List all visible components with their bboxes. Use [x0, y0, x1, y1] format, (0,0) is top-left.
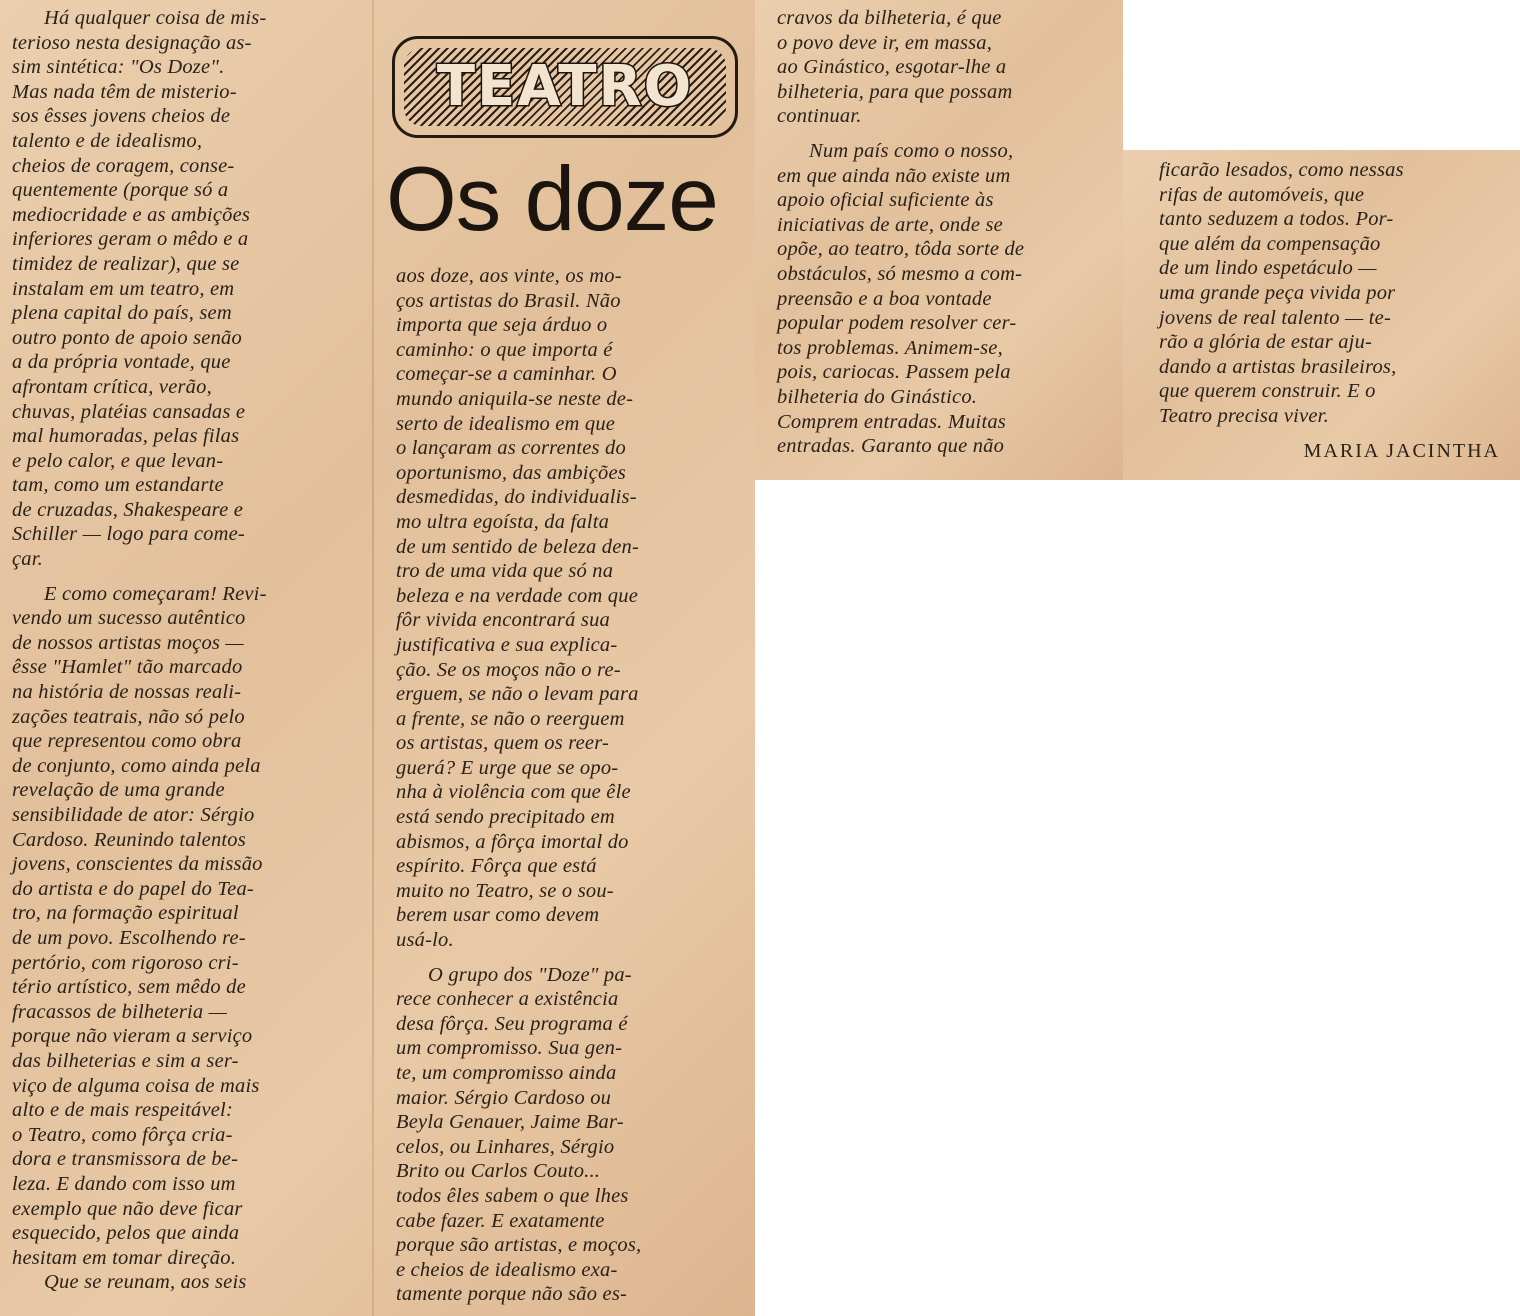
text-line: mal humoradas, pelas filas	[12, 425, 240, 448]
text-line: um compromisso. Sua gen-	[396, 1037, 623, 1060]
text-line: terioso nesta designação as-	[12, 31, 252, 54]
text-line: leza. E dando com isso um	[12, 1172, 236, 1195]
text-line: Teatro precisa viver.	[1159, 404, 1329, 427]
text-line: oportunismo, das ambições	[396, 461, 626, 484]
text-line: E como começaram! Revi-	[44, 582, 267, 605]
text-line: erguem, se não o levam para	[396, 683, 639, 706]
text-line: cheios de coragem, conse-	[12, 154, 235, 177]
section-badge	[392, 36, 738, 138]
text-line: O grupo dos "Doze" pa-	[428, 963, 632, 986]
text-line: que além da compensação	[1159, 232, 1381, 255]
text-line: serto de idealismo em que	[396, 412, 616, 435]
text-line: porque são artistas, e moços,	[396, 1234, 642, 1257]
text-line: uma grande peça vivida por	[1159, 281, 1396, 304]
text-line: fracassos de bilheteria —	[12, 1000, 228, 1023]
text-line: pertório, com rigoroso cri-	[12, 951, 239, 974]
text-line: bilheteria do Ginástico.	[777, 385, 978, 408]
text-line: alto e de mais respeitável:	[12, 1099, 233, 1122]
text-line: abismos, a fôrça imortal do	[396, 830, 629, 853]
text-line: na história de nossas reali-	[12, 681, 242, 704]
text-line: inferiores geram o mêdo e a	[12, 228, 249, 251]
text-line: ços artistas do Brasil. Não	[396, 289, 621, 312]
text-line: de um lindo espetáculo —	[1159, 257, 1377, 280]
text-line: sos êsses jovens cheios de	[12, 105, 231, 128]
text-line: afrontam crítica, verão,	[12, 375, 212, 398]
text-line: jovens, conscientes da missão	[12, 853, 263, 876]
text-line: exemplo que não deve ficar	[12, 1197, 243, 1220]
text-line: talento e de idealismo,	[12, 129, 203, 152]
text-line: em que ainda não existe um	[777, 164, 1011, 187]
article-column-1	[12, 6, 357, 1295]
text-line: Mas nada têm de misterio-	[12, 80, 237, 103]
text-line: Beyla Genauer, Jaime Bar-	[396, 1111, 624, 1134]
text-line: maior. Sérgio Cardoso ou	[396, 1086, 612, 1109]
text-line: o Teatro, como fôrça cria-	[12, 1123, 233, 1146]
article-column-4	[1159, 158, 1503, 429]
text-line: quentemente (porque só a	[12, 179, 229, 202]
text-line: apoio oficial suficiente às	[777, 189, 994, 212]
clipping-main	[0, 0, 755, 1316]
text-line: tério artístico, sem mêdo de	[12, 976, 246, 999]
text-line: celos, ou Linhares, Sérgio	[396, 1135, 615, 1158]
text-line: bilheteria, para que possam	[777, 80, 1013, 103]
clipping-far-right	[1123, 150, 1520, 480]
text-line: pois, cariocas. Passem pela	[777, 361, 1011, 384]
text-line: esquecido, pelos que ainda	[12, 1222, 240, 1245]
text-line: iniciativas de arte, onde se	[777, 213, 1003, 236]
text-line: e cheios de idealismo exa-	[396, 1258, 618, 1281]
text-line: sim sintética: "Os Doze".	[12, 56, 225, 79]
text-line: êsse "Hamlet" tão marcado	[12, 656, 243, 679]
text-line: dando a artistas brasileiros,	[1159, 355, 1397, 378]
text-line: beleza e na verdade com que	[396, 584, 639, 607]
column-fold	[372, 0, 374, 1316]
text-line: popular podem resolver cer-	[777, 312, 1017, 335]
text-line: chuvas, platéias cansadas e	[12, 400, 246, 423]
text-line: tro de uma vida que só na	[396, 560, 614, 583]
text-line: de conjunto, como ainda pela	[12, 754, 261, 777]
text-line: mundo aniquila-se neste de-	[396, 387, 634, 410]
text-line: tam, como um estandarte	[12, 474, 224, 497]
text-line: entradas. Garanto que não	[777, 435, 1005, 458]
text-line: o povo deve ir, em massa,	[777, 31, 993, 54]
text-line: ao Ginástico, esgotar-lhe a	[777, 56, 1007, 79]
text-line: desa fôrça. Seu programa é	[396, 1012, 628, 1035]
text-line: de cruzadas, Shakespeare e	[12, 498, 244, 521]
text-line: mediocridade e as ambições	[12, 203, 251, 226]
text-line: dora e transmissora de be-	[12, 1148, 239, 1171]
text-line: Cardoso. Reunindo talentos	[12, 828, 246, 851]
text-line: rece conhecer a existência	[396, 988, 619, 1011]
text-line: ficarão lesados, como nessas	[1159, 159, 1404, 181]
text-line: Que se reunam, aos seis	[44, 1271, 247, 1294]
text-line: e pelo calor, e que levan-	[12, 449, 224, 472]
text-line: Comprem entradas. Muitas	[777, 410, 1006, 433]
text-line: todos êles sabem o que lhes	[396, 1184, 629, 1207]
clipping-upper-right	[755, 0, 1123, 480]
headline: Os doze	[386, 149, 718, 250]
text-line: está sendo precipitado em	[396, 806, 615, 829]
text-line: berem usar como devem	[396, 904, 600, 927]
text-line: de nossos artistas moços —	[12, 631, 244, 654]
text-line: Brito ou Carlos Couto...	[396, 1160, 601, 1183]
text-line: desmedidas, do individualis-	[396, 486, 637, 509]
text-line: hesitam em tomar direção.	[12, 1246, 237, 1269]
text-line: continuar.	[777, 105, 862, 128]
text-line: muito no Teatro, se o sou-	[396, 879, 614, 902]
text-line: a da própria vontade, que	[12, 351, 231, 374]
text-line: cabe fazer. E exatamente	[396, 1209, 605, 1232]
text-line: timidez de realizar), que se	[12, 252, 240, 275]
text-line: que representou como obra	[12, 730, 242, 753]
text-line: a frente, se não o reerguem	[396, 707, 625, 730]
text-line: ção. Se os moços não o re-	[396, 658, 621, 681]
article-column-3	[777, 6, 1117, 459]
text-line: cravos da bilheteria, é que	[777, 7, 1002, 29]
text-line: zações teatrais, não só pelo	[12, 705, 245, 728]
text-line: rão a glória de estar aju-	[1159, 331, 1373, 354]
text-line: obstáculos, só mesmo a com-	[777, 262, 1023, 285]
text-line: viço de alguma coisa de mais	[12, 1074, 260, 1097]
text-line: tos problemas. Animem-se,	[777, 336, 1003, 359]
text-line: rifas de automóveis, que	[1159, 183, 1365, 206]
section-badge-pattern	[404, 48, 726, 126]
text-line: instalam em um teatro, em	[12, 277, 235, 300]
text-line: aos doze, aos vinte, os mo-	[396, 265, 622, 287]
text-line: tamente porque não são es-	[396, 1283, 628, 1306]
text-line: tanto seduzem a todos. Por-	[1159, 208, 1394, 231]
section-label: TEATRO	[436, 54, 694, 119]
text-line: o lançaram as correntes do	[396, 437, 626, 460]
text-line: começar-se a caminhar. O	[396, 363, 617, 386]
text-line: plena capital do país, sem	[12, 302, 232, 325]
text-line: guerá? E urge que se opo-	[396, 756, 619, 779]
text-line: os artistas, quem os reer-	[396, 732, 610, 755]
text-line: vendo um sucesso autêntico	[12, 607, 246, 630]
text-line: Num país como o nosso,	[809, 139, 1014, 162]
text-line: opõe, ao teatro, tôda sorte de	[777, 238, 1025, 261]
text-line: preensão e a boa vontade	[777, 287, 992, 310]
text-line: tro, na formação espiritual	[12, 902, 239, 925]
article-column-2	[396, 264, 741, 1307]
text-line: porque não vieram a serviço	[12, 1025, 253, 1048]
text-line: caminho: o que importa é	[396, 338, 613, 361]
text-line: mo ultra egoísta, da falta	[396, 510, 610, 533]
text-line: das bilheterias e sim a ser-	[12, 1049, 239, 1072]
text-line: çar.	[12, 548, 43, 571]
text-line: justificativa e sua explica-	[396, 633, 618, 656]
text-line: espírito. Fôrça que está	[396, 855, 597, 878]
text-line: Schiller — logo para come-	[12, 523, 245, 546]
text-line: Há qualquer coisa de mis-	[44, 7, 267, 29]
text-line: importa que seja árduo o	[396, 314, 608, 337]
text-line: de um sentido de beleza den-	[396, 535, 639, 558]
text-line: sensibilidade de ator: Sérgio	[12, 804, 255, 826]
text-line: que querem construir. E o	[1159, 380, 1376, 403]
text-line: outro ponto de apoio senão	[12, 326, 242, 349]
text-line: te, um compromisso ainda	[396, 1062, 617, 1084]
text-line: jovens de real talento — te-	[1159, 306, 1391, 329]
author-byline: MARIA JACINTHA	[1303, 440, 1500, 462]
text-line: do artista e do papel do Tea-	[12, 877, 254, 900]
text-line: fôr vivida encontrará sua	[396, 609, 610, 632]
text-line: usá-lo.	[396, 929, 454, 952]
text-line: revelação de uma grande	[12, 779, 225, 802]
text-line: de um povo. Escolhendo re-	[12, 926, 246, 949]
text-line: nha à violência com que êle	[396, 781, 631, 804]
